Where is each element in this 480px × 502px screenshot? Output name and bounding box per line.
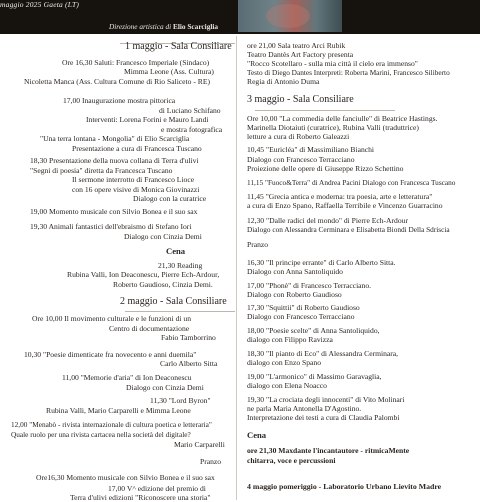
day-heading-1-maggio: 1 maggio - Sala Consiliare [125,41,232,52]
program-line: 19,00 Momento musicale con Silvio Bonea e il suo sax [30,207,198,216]
meal-heading-pranzo: Pranzo [200,457,222,466]
program-line: "Una terra lontana - Mongolia" di Elio Scarciglia [40,134,190,143]
program-line: Interpretazione dei testi a cura di Claudia Palombi [247,413,400,422]
program-line: ne parla Maria Antonella D'Agostino. [247,404,362,413]
day-heading-3-maggio: 3 maggio - Sala Consiliare [247,94,354,105]
meal-heading-cena: Cena [166,246,186,256]
program-line: 19,00 "L'armonico" di Massimo Garavaglia, [247,372,382,381]
header-artwork-image [238,0,342,32]
program-line: 18,00 "Poesie scelte" di Anna Santoliquido, [247,326,380,335]
program-line: 11,30 "Lord Byron" [150,396,211,405]
column-divider [236,36,237,500]
program-line: Ore16,30 Momento musicale con Silvio Bonea e il suo sax [36,473,215,482]
program-line: dialogo con Elena Noacco [247,381,327,390]
program-line: 18,30 "Il pianto di Eco" di Alessandra Cerminara, [247,349,399,358]
program-line: Rubina Valli, Mario Carparelli e Mimma Leone [46,406,191,415]
program-line: Carlo Alberto Sitta [160,359,218,368]
program-line: Roberto Gaudioso, Cinzia Demi. [113,280,213,289]
program-line: Nicoletta Manca (Ass. Cultura Comune di Rio Saliceto - RE) [24,77,211,86]
meal-heading-cena: Cena [247,430,267,440]
program-line: 12,30 "Dalle radici del mondo" di Pierre Ech-Ardour [247,216,408,225]
program-line: 18,30 Presentazione della nuova collana di Terra d'ulivi [30,156,199,165]
program-line: Interventi: Lorena Forini e Mauro Landi [86,115,209,124]
program-line: Fabio Tamborrino [161,333,216,342]
program-line: Marinella Diotaiuti (curatrice), Rubina Valli (traduttrice) [247,123,419,132]
program-line: Proiezione delle opere di Giuseppe Rizzo Schettino [247,164,404,173]
program-line: Regia di Antonio Duma [247,77,320,86]
program-line: 11,45 "Grecia antica e moderna: tra poesia, arte e letteratura" [247,192,433,201]
program-line: 12,00 "Menabò - rivista internazionale di cultura poetica e letteraria" [11,420,212,429]
direction-name: Elio Scarciglia [172,22,219,31]
program-line: "Rocco Scotellaro - sulla mia città il cielo era immenso" [247,59,418,68]
divider-rule [255,110,395,111]
program-line: Dialogo con Cinzia Demi [126,383,204,392]
program-line: Ore 10,00 Il movimento culturale e le funzioni di un [32,314,192,323]
program-line: 11,15 "Fuoco&Terra" di Andrea Pacini Dialogo con Francesca Tuscano [247,178,456,187]
program-line: 17,00 V^ edizione del premio di [108,484,206,493]
program-line: Ore 10,00 "La commedia delle fanciulle" di Beatrice Hastings. [247,114,438,123]
program-line: 19,30 "La crociata degli innocenti" di Vito Molinari [247,395,405,404]
header-banner [0,0,480,34]
program-line: Dialogo con la curatrice [133,194,207,203]
program-line: 17,30 "Squittii" di Roberto Gaudioso [247,303,360,312]
program-line: Quale ruolo per una rivista cartacea nella società del digitale? [11,430,191,439]
program-line: chitarra, voce e percussioni [247,456,336,465]
divider-rule [125,311,235,312]
program-line: Testo di Diego Dantes Interpreti: Roberta Marini, Francesco Siliberto [247,68,450,77]
program-line: Rubina Valli, Ion Deaconescu, Pierre Ech-Ardour, [67,270,220,279]
program-line: ore 21,00 Sala teatro Arci Rubik [247,41,346,50]
program-line: 16,30 "Il principe errante" di Carlo Alberto Sitta. [247,258,396,267]
program-line: Il sermone interrotto di Francesco Lioce [72,175,195,184]
program-line: Terra d'ulivi edizioni "Riconoscere una storia" [70,493,211,502]
program-line: Mimma Leone (Ass. Cultura) [124,67,214,76]
direction-prefix: Direzione artistica di [109,22,172,31]
program-line: 11,00 "Memorie d'aria" di Ion Deaconescu [62,373,192,382]
artistic-direction [109,22,218,31]
program-line: Ore 16,30 Saluti: Francesco Imperiale (Sindaco) [62,58,210,67]
program-line: Dialogo con Cinzia Demi [124,232,202,241]
day-heading-2-maggio: 2 maggio - Sala Consiliare [120,296,227,307]
program-line: ore 21,30 Maxdante l'incantautore - ritmicaMente [247,446,410,455]
program-line: Dialogo con Anna Santoliquido [247,267,343,276]
program-line: letture a cura di Roberto Galeazzi [247,132,350,141]
program-line: dialogo con Filippo Ravizza [247,335,333,344]
program-line: 10,30 "Poesie dimenticate fra novecento e anni duemila" [24,350,197,359]
program-line: con 16 opere visive di Monica Giovinazzi [72,185,200,194]
program-line: Dialogo con Francesco Terracciano [247,155,355,164]
program-line: a cura di Enzo Spano, Raffaella Terribile e Vincenzo Guarracino [247,201,443,210]
program-line: e mostra fotografica [161,125,223,134]
meal-heading-pranzo: Pranzo [247,240,269,249]
program-line: Dialogo con Francesco Terracciano [247,312,355,321]
program-line: 10,45 "Euricléa" di Massimiliano Bianchi [247,145,375,154]
program-line: Teatro Dantès Art Factory presenta [247,50,354,59]
day-heading-4-maggio: 4 maggio pomeriggio - Laboratorio Urbano Lievito Madre [247,482,442,491]
program-line: Dialogo con Roberto Gaudioso [247,290,342,299]
program-line: 17,00 Inaugurazione mostra pittorica [63,96,176,105]
program-line: dialogo con Enzo Spano [247,358,322,367]
program-line: di Luciano Schifano [159,106,221,115]
program-line: Centro di documentazione [109,324,190,333]
program-line: "Segni di poesia" diretta da Francesca Tuscano [30,166,173,175]
header-date: maggio 2025 Gaeta (LT) [0,0,80,9]
program-line: Mario Carparelli [174,440,225,449]
program-line: Presentazione a cura di Francesca Tuscano [72,144,202,153]
program-line: 21,30 Reading [158,261,203,270]
program-line: Dialogo con Alessandra Cerminara e Elisabetta Biondi Della Sdriscia [247,225,450,234]
program-line: 19,30 Animali fantastici dell'ebraismo di Stefano Iori [30,222,192,231]
program-line: 17,00 "Phonè" di Francesco Terracciano. [247,281,372,290]
